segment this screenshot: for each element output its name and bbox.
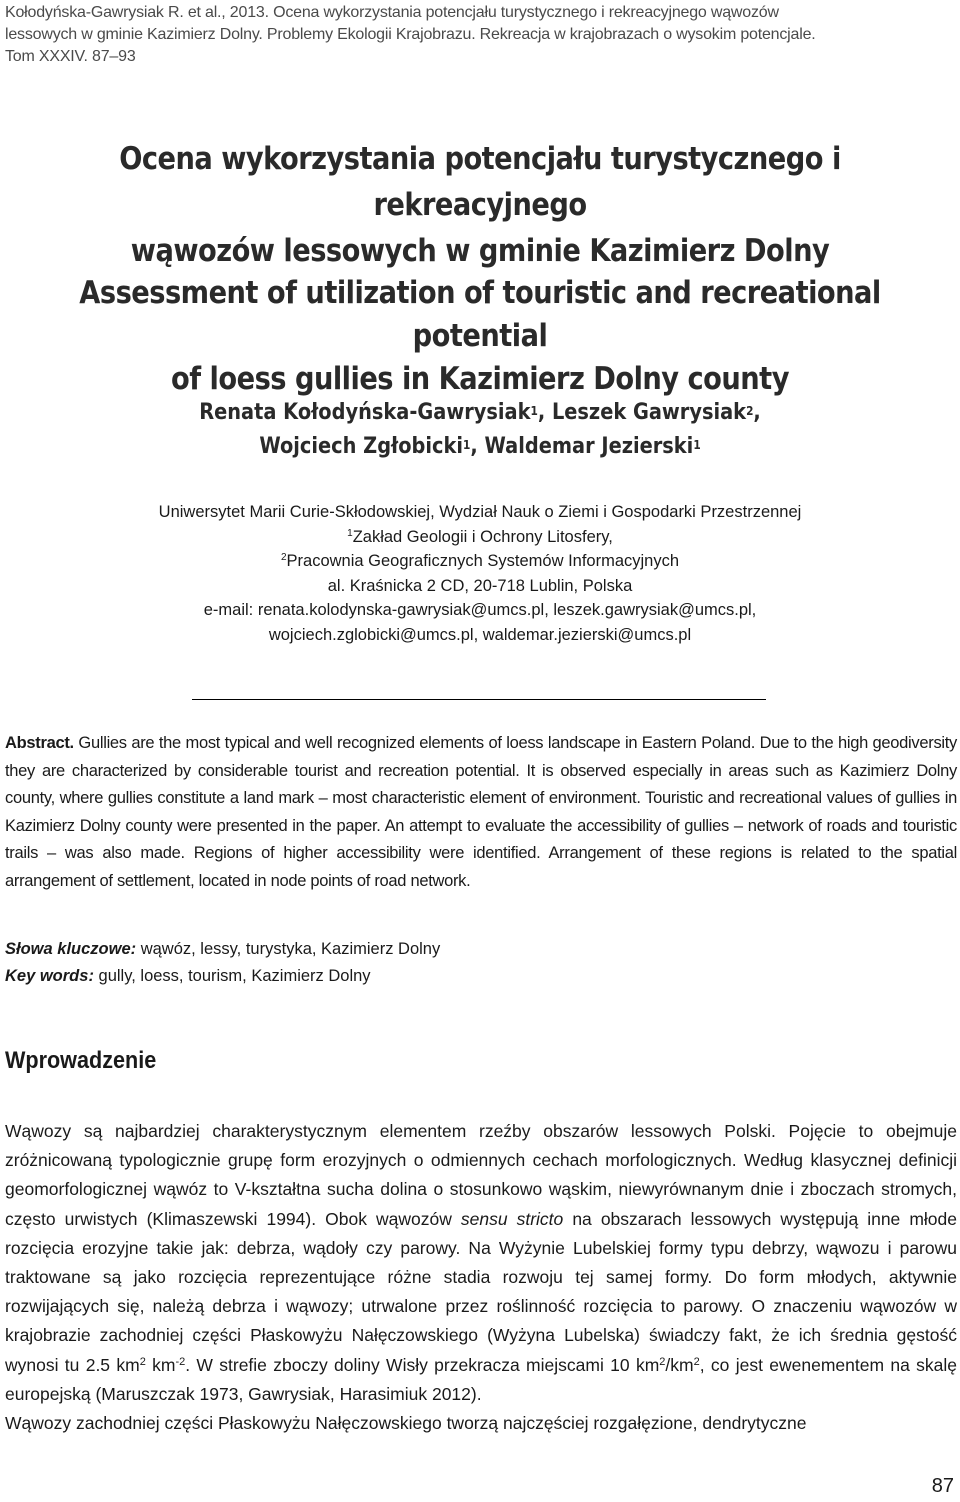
affiliation-marker: 1 [693,438,701,452]
postal-address: al. Kraśnicka 2 CD, 20-718 Lublin, Polska [327,576,633,595]
affiliation-marker: 1 [463,438,471,452]
text-run: , co jest ewenementem na skalę europejską (Maruszczak 1973, Gawrysiak, Harasimiuk 2012). [5,1354,957,1404]
text-run: . W strefie zboczy doliny Wisły przekracza miejscami 10 km [185,1354,660,1375]
citation-header [5,2,905,68]
university-name: Uniwersytet Marii Curie-Skłodowskiej, Wydział Nauk o Ziemi i Gospodarki Przestrzennej [158,503,802,521]
author-line [58,430,903,464]
department-name: Zakład Geologii i Ochrony Litosfery, [352,527,613,546]
affiliation-block [0,500,960,647]
title-line: Ocena wykorzystania potencjału turystycznego i rekreacyjnego [119,141,841,223]
body-text [5,1117,957,1438]
department-line [0,525,960,550]
superscript: 2 [659,1355,666,1368]
author-separator: , [753,400,761,425]
author-separator: , [537,400,552,425]
superscript: -2 [175,1355,186,1368]
separator-rule [192,699,766,700]
affiliation-marker: 2 [746,404,754,418]
email-line: wojciech.zglobicki@umcs.pl, waldemar.jezierski@umcs.pl [268,625,692,644]
section-heading: Wprowadzenie [5,1047,157,1074]
title-english [58,272,903,401]
text-run: na obszarach lessowych występują inne młode rozcięcia erozyjne takie jak: debrza, wądoły czy parowy. Na Wyżynie Lubelskiej formy typu debrzy, wąwozu i parowu traktowane są jako rozcięcia reprezentujące różne stadia rozwoju tej samej formy. Do form młodych, aktywnie rozwijających się, należą debrza i wąwozy; utrwalone przez roślinność rozcięcia to parowy. O znaczeniu wąwozów w krajobrazie zachodniej części Płaskowyżu Nałęczowskiego (Wyżyna Lubelska) świadczy fakt, że ich średnia gęstość wynosi tu 2.5 km [5,1208,957,1375]
author-name: Wojciech Zgłobicki [259,434,464,459]
abstract-text: Gullies are the most typical and well recognized elements of loess landscape in Eastern Poland. Due to the high geodiversity they are characterized by considerable tourist and recreation potential. It is observed especially in areas such as Kazimierz Dolny county, where gullies constitute a land mark – most characteristic element of environment. Touristic and recreational values of gullies in Kazimierz Dolny county were presented in the paper. An attempt to evaluate the accessibility of gullies – network of roads and touristic trails – was also made. Regions of higher accessibility were identified. Arrangement of these regions is related to the spatial arrangement of settlement, located in node points of road network. [5,734,957,890]
department-line [0,549,960,574]
title-line: Assessment of utilization of touristic and recreational potential [79,275,881,354]
text-run: Wąwozy są najbardziej charakterystycznym elementem rzeźby obszarów lessowych Polski. Pojęcie to obejmuje zróżnicowaną typologicznie grupę form erozyjnych o odmiennych cechach morfologicznych. Według klasycznej definicji geomorfologicznej wąwóz to V-kształtna sucha dolina o stosunkowo wąskim, niewyrównanym dnie i zboczach stromych, często urwistych (Klimaszewski 1994). Obok wąwozów [5,1121,957,1229]
department-name: Pracownia Geograficznych Systemów Informacyjnych [286,552,680,570]
email-line: e-mail: renata.kolodynska-gawrysiak@umcs.pl, leszek.gawrysiak@umcs.pl, [203,601,757,619]
author-name: Waldemar Jezierski [484,434,694,459]
affiliation-marker: 1 [530,404,538,418]
keywords-english [5,963,955,990]
body-paragraph [5,1117,957,1409]
author-name: Renata Kołodyńska-Gawrysiak [199,400,531,425]
author-separator: , [470,434,485,459]
keywords-label: Key words: [5,967,94,985]
superscript: 2 [693,1355,700,1368]
keywords-polish [5,936,955,963]
citation-line: Kołodyńska-Gawrysiak R. et al., 2013. Ocena wykorzystania potencjału turystycznego i rekreacyjnego wąwozów [5,4,779,21]
keywords-text: wąwóz, lessy, turystyka, Kazimierz Dolny [136,940,441,958]
body-paragraph: Wąwozy zachodniej części Płaskowyżu Nałęczowskiego tworzą najczęściej rozgałęzione, dendrytyczne [5,1413,807,1434]
title-line: wąwozów lessowych w gminie Kazimierz Dolny [130,233,830,269]
affiliation-marker: 1 [347,527,353,539]
keywords-label: Słowa kluczowe: [5,940,137,958]
affiliation-marker: 2 [280,552,287,563]
author-name: Leszek Gawrysiak [551,400,747,425]
citation-line: Tom XXXIV. 87–93 [5,48,136,65]
abstract-label: Abstract. [5,734,74,752]
author-list [58,396,903,464]
text-run: /km [665,1354,694,1375]
abstract-paragraph [5,730,957,895]
citation-line: lessowych w gminie Kazimierz Dolny. Problemy Ekologii Krajobrazu. Rekreacja w krajobrazach o wysokim potencjale. [5,26,816,43]
page-number: 87 [931,1475,954,1497]
author-line [58,396,903,430]
keywords-text: gully, loess, tourism, Kazimierz Dolny [93,967,371,985]
title-line: of loess gullies in Kazimierz Dolny county [171,361,789,397]
text-run: km [145,1354,176,1375]
italic-term: sensu stricto [460,1208,564,1229]
superscript: 2 [139,1355,146,1368]
title-polish [58,136,903,274]
